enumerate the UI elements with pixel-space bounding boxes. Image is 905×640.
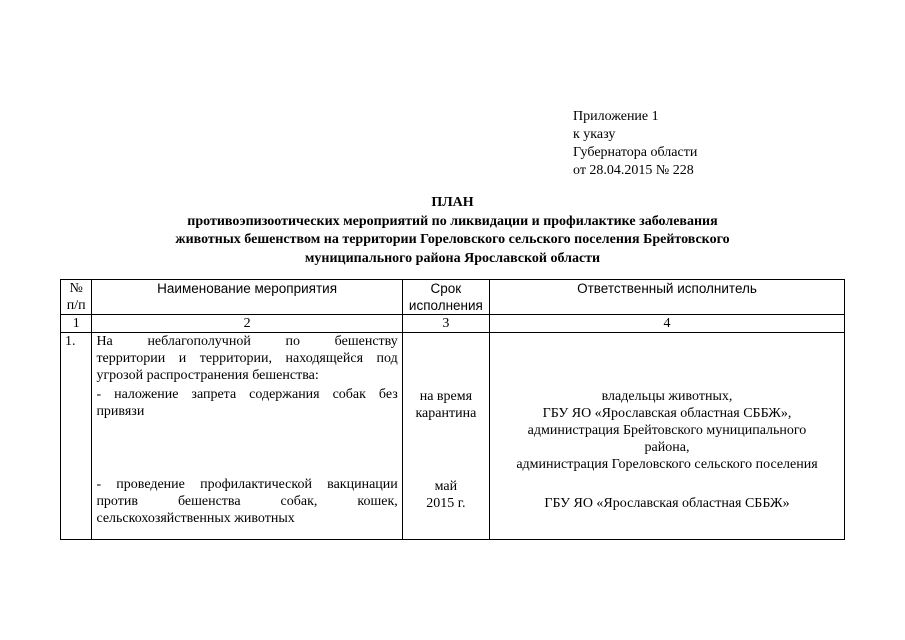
row-number: 1. (61, 333, 92, 540)
header-activity-name-text: Наименование мероприятия (157, 281, 338, 296)
column-number-2: 2 (92, 315, 402, 333)
column-number-4: 4 (490, 315, 845, 333)
header-term-line-1: Срок (430, 281, 462, 296)
item2-line-1: - проведение профилактической вакцинации (96, 477, 398, 492)
column-number-3: 3 (402, 315, 489, 333)
item1-term-line-1: на время (419, 389, 473, 404)
title-line-3: муниципального района Ярославской области (304, 250, 601, 266)
term-cell (402, 333, 489, 540)
appendix-line-3: Губернатора области (573, 145, 698, 160)
appendix-line-1: Приложение 1 (573, 109, 659, 124)
appendix-block (573, 108, 697, 180)
item1-exec-line-5: администрация Гореловского сельского поселения (516, 457, 818, 472)
item1-exec-line-2: ГБУ ЯО «Ярославская областная СББЖ», (542, 406, 792, 421)
header-term (402, 280, 489, 315)
item2-term-line-2: 2015 г. (426, 496, 466, 511)
header-activity-name (92, 280, 402, 315)
item2-line-3: сельскохозяйственных животных (96, 511, 295, 526)
item1-line-1: - наложение запрета содержания собак без (96, 387, 398, 402)
header-number (61, 280, 92, 315)
header-number-line-2: п/п (66, 298, 86, 313)
item1-exec-line-3: администрация Брейтовского муниципального (527, 423, 807, 438)
plan-table (60, 279, 845, 540)
header-number-line-1: № (69, 281, 83, 296)
item2-term-line-1: май (434, 479, 458, 494)
column-number-1: 1 (61, 315, 92, 333)
header-executor (490, 280, 845, 315)
title-line-2: животных бешенством на территории Гореловского сельского поселения Брейтовского (175, 232, 730, 247)
item2-line-2: против бешенства собак, кошек, (96, 494, 398, 509)
header-executor-text: Ответственный исполнитель (577, 281, 757, 296)
header-term-line-2: исполнения (408, 298, 483, 313)
title-line-1: противоэпизоотических мероприятий по ликвидации и профилактике заболевания (187, 213, 718, 229)
column-number-row (61, 315, 845, 333)
activity-cell (92, 333, 402, 540)
item1-exec-line-4: района, (644, 440, 690, 455)
appendix-line-4: от 28.04.2015 № 228 (573, 163, 694, 178)
intro-rest: территории и территории, находящейся под угрозой распространения бешенства: (96, 351, 398, 383)
item1-term-line-2: карантина (415, 406, 477, 421)
table-header-row (61, 280, 845, 315)
title-heading: ПЛАН (431, 195, 474, 210)
appendix-line-2: к указу (573, 127, 616, 142)
executor-cell (490, 333, 845, 540)
document-title (60, 194, 845, 268)
intro-line-1: На неблагополучной по бешенству (96, 334, 398, 349)
item1-line-2: привязи (96, 404, 145, 419)
item1-exec-line-1: владельцы животных, (601, 389, 733, 404)
table-row (61, 333, 845, 540)
item2-exec: ГБУ ЯО «Ярославская областная СББЖ» (544, 496, 790, 511)
